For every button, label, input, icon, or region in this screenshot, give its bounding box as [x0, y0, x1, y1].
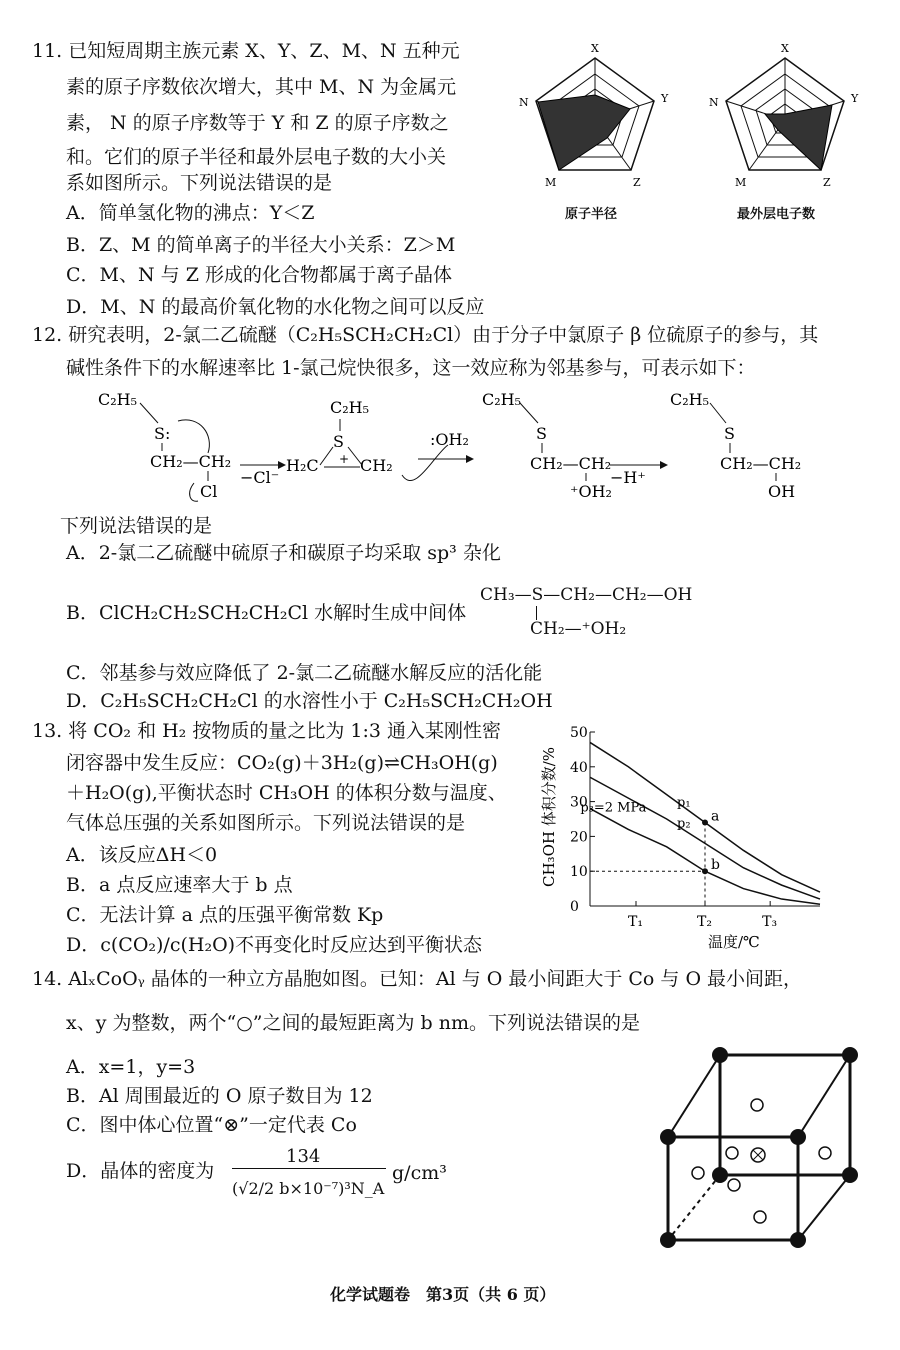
radar2-label-m: M [735, 176, 747, 189]
q13-option-a: A．该反应ΔH＜0 [66, 844, 218, 866]
m2-ch2: CH₂ [360, 456, 393, 475]
chart-y-label: CH₃OH 体积分数/% [540, 746, 558, 887]
m2-s: S [333, 432, 344, 451]
q12-option-b: B．ClCH₂CH₂SCH₂CH₂Cl 水解时生成中间体 [66, 602, 467, 624]
caption-outer-electrons: 最外层电子数 [737, 207, 816, 222]
q14-density-unit: g/cm³ [392, 1162, 447, 1184]
point-b [702, 868, 708, 874]
q12-intermediate-top: CH₃—S—CH₂—CH₂—OH [480, 585, 693, 605]
radar2-label-n: N [709, 96, 719, 109]
q14-density-numerator: 134 [286, 1146, 321, 1167]
q14-option-b: B．Al 周围最近的 O 原子数目为 12 [66, 1085, 373, 1107]
q11-option-b: B．Z、M 的简单离子的半径大小关系：Z＞M [66, 234, 456, 256]
q13-line-1: 13. 将 CO₂ 和 H₂ 按物质的量之比为 1:3 通入某刚性密 [32, 720, 501, 742]
y-tick-label-2: 20 [570, 829, 588, 846]
series-label-2: p₃=2 MPa [580, 800, 647, 816]
q11-line-4: 和。它们的原子半径和最外层电子数的大小关 [66, 146, 447, 168]
q14-option-c: C．图中体心位置“⊗”一定代表 Co [66, 1114, 357, 1136]
radar-label-z: Z [633, 176, 641, 189]
q13-line-3: ＋H₂O(g),平衡状态时 CH₃OH 的体积分数与温度、 [66, 782, 507, 804]
series-label-1: p₂ [677, 816, 691, 832]
q11-line-2: 素的原子序数依次增大，其中 M、N 为金属元 [66, 76, 457, 98]
page-footer: 化学试题卷 第3页（共 6 页） [330, 1285, 556, 1304]
q12-line-2: 碱性条件下的水解速率比 1-氯己烷快很多，这一效应称为邻基参与，可表示如下： [66, 357, 756, 379]
m3-chain: CH₂—CH₂ [530, 454, 612, 473]
q13-chart [540, 722, 830, 954]
body-center-atom [751, 1148, 765, 1162]
y-tick-label-5: 50 [570, 725, 588, 741]
m3-minus-h: −H⁺ [610, 468, 646, 487]
radar2-label-z: Z [823, 176, 831, 189]
q13-line-4: 气体总压强的关系如图所示。下列说法错误的是 [66, 812, 466, 834]
m2-plus: + [339, 452, 350, 466]
m4-s: S [724, 424, 735, 443]
q12-option-d: D．C₂H₅SCH₂CH₂Cl 的水溶性小于 C₂H₅SCH₂CH₂OH [66, 690, 553, 712]
point-label-b: b [711, 857, 720, 874]
radar-label-n: N [519, 96, 529, 109]
q12-intermediate-bottom: CH₂—⁺OH₂ [530, 619, 627, 639]
point-label-a: a [711, 808, 720, 825]
q11-line-3: 素， N 的原子序数等于 Y 和 Z 的原子序数之 [66, 112, 449, 134]
x-tick-label-1: T₂ [697, 914, 712, 930]
q13-option-b: B．a 点反应速率大于 b 点 [66, 874, 293, 896]
chart-x-label: 温度/℃ [708, 933, 760, 951]
m2-oh2: :OH₂ [430, 430, 469, 449]
radar-label-m: M [545, 176, 557, 189]
m2-h2c: H₂C [286, 456, 319, 475]
q11-option-a: A．简单氢化物的沸点：Y＜Z [66, 202, 315, 224]
q14-option-d-prefix: D．晶体的密度为 [66, 1160, 215, 1182]
radar2-label-x: X [781, 42, 789, 55]
radar-atomic-radius-area [538, 95, 630, 170]
y-tick-label-1: 10 [570, 864, 588, 881]
q11-line-5: 系如图所示。下列说法错误的是 [66, 172, 333, 194]
m1-cl: Cl [200, 482, 218, 501]
mechanism-figure [90, 385, 850, 520]
m3-s: S [536, 424, 547, 443]
m3-c2h5: C₂H₅ [482, 390, 522, 409]
y-tick-label-0: 0 [570, 899, 579, 915]
q12-option-c: C．邻基参与效应降低了 2-氯二乙硫醚水解反应的活化能 [66, 662, 543, 684]
q14-option-a: A．x=1，y=3 [66, 1056, 196, 1078]
q11-line-1: 11. 已知短周期主族元素 X、Y、Z、M、N 五种元 [32, 40, 460, 62]
q14-unit-cell [650, 1045, 870, 1260]
radar-label-y: Y [661, 92, 669, 105]
x-tick-label-2: T₃ [762, 914, 778, 930]
q11-option-d: D．M、N 的最高价氧化物的水化物之间可以反应 [66, 296, 485, 318]
m3-oh2: ⁺OH₂ [570, 482, 612, 501]
q13-option-d: D．c(CO₂)/c(H₂O)不再变化时反应达到平衡状态 [66, 934, 483, 956]
x-tick-label-0: T₁ [628, 914, 643, 930]
radar-label-x: X [591, 42, 599, 55]
caption-atomic-radius: 原子半径 [565, 207, 618, 222]
q14-line-1: 14. AlₓCoOᵧ 晶体的一种立方晶胞如图。已知：Al 与 O 最小间距大于 Co 与 O 最小间距， [32, 968, 803, 990]
m1-minus-cl: −Cl⁻ [240, 468, 280, 487]
m2-c2h5: C₂H₅ [330, 398, 370, 417]
y-tick-label-3: 30 [570, 794, 588, 811]
m1-c2h5: C₂H₅ [98, 390, 138, 409]
radar2-label-y: Y [851, 92, 859, 105]
series-label-0: p₁ [677, 795, 691, 811]
radar-atomic-radius [519, 42, 669, 189]
q12-line-1: 12. 研究表明，2-氯二乙硫醚（C₂H₅SCH₂CH₂Cl）由于分子中氯原子 β 位硫原子的参与，其 [32, 324, 819, 346]
q14-density-denominator: (√2/2 b×10⁻⁷)³N_A [232, 1179, 385, 1198]
q12-option-a: A．2-氯二乙硫醚中硫原子和碳原子均采取 sp³ 杂化 [66, 542, 501, 564]
y-tick-label-4: 40 [570, 759, 588, 776]
m4-chain: CH₂—CH₂ [720, 454, 802, 473]
radar-figures [505, 32, 895, 222]
series-line-1 [590, 777, 820, 899]
q14-fraction-bar [232, 1168, 386, 1169]
m1-chain: CH₂—CH₂ [150, 452, 232, 471]
point-a [702, 819, 708, 825]
radar-outer-electrons-area [765, 105, 832, 170]
q13-line-2: 闭容器中发生反应：CO₂(g)＋3H₂(g)⇌CH₃OH(g) [66, 752, 498, 774]
q14-line-2: x、y 为整数，两个“○”之间的最短距离为 b nm。下列说法错误的是 [66, 1012, 640, 1034]
q13-option-c: C．无法计算 a 点的压强平衡常数 Kp [66, 904, 384, 926]
m4-oh: OH [768, 482, 796, 501]
q12-prompt: 下列说法错误的是 [60, 515, 213, 537]
m4-c2h5: C₂H₅ [670, 390, 710, 409]
m1-s: S: [154, 424, 171, 443]
q11-option-c: C．M、N 与 Z 形成的化合物都属于离子晶体 [66, 264, 452, 286]
radar-outer-electrons [709, 42, 859, 189]
